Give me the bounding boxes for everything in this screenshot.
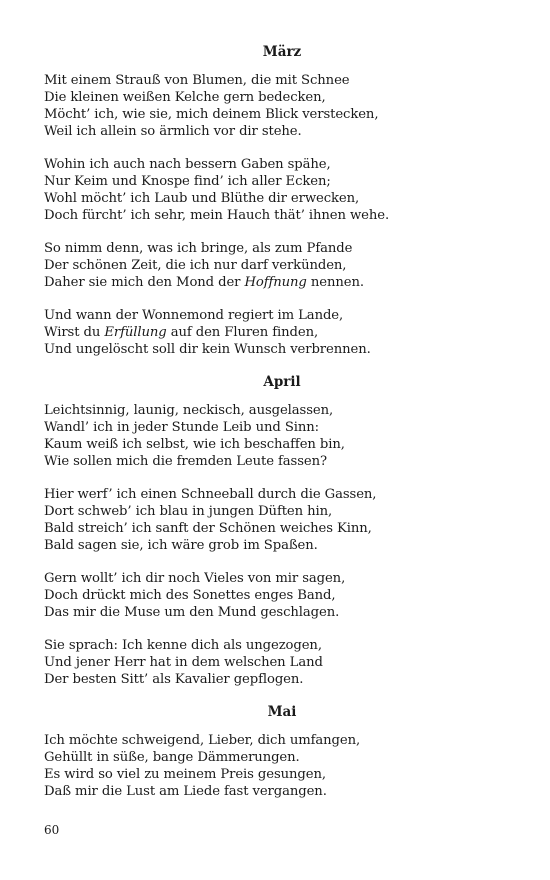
line-text: Wohin ich auch nach bessern Gaben spähe, bbox=[44, 157, 331, 172]
line-text: Der besten Sitt’ als Kavalier gepflogen. bbox=[44, 672, 304, 687]
line-text: Nur Keim und Knospe find’ ich aller Ecken; bbox=[44, 174, 331, 189]
line-text: Es wird so viel zu meinem Preis gesungen, bbox=[44, 767, 326, 782]
line-text: Kaum weiß ich selbst, wie ich beschaffen bin, bbox=[44, 437, 345, 452]
verse-line bbox=[44, 587, 514, 604]
verse-line bbox=[44, 72, 514, 89]
verse-line bbox=[44, 89, 514, 106]
verse-line bbox=[44, 520, 514, 537]
page-number: 60 bbox=[44, 823, 60, 837]
stanza bbox=[44, 637, 514, 688]
verse-line bbox=[44, 604, 514, 621]
line-text: Und jener Herr hat in dem welschen Land bbox=[44, 655, 323, 670]
line-text: Gehüllt in süße, bange Dämmerungen. bbox=[44, 750, 300, 765]
verse-line bbox=[44, 570, 514, 587]
line-text: Mit einem Strauß von Blumen, die mit Schnee bbox=[44, 73, 350, 88]
verse-line bbox=[44, 106, 514, 123]
verse-line bbox=[44, 436, 514, 453]
line-text: Und wann der Wonnemond regiert im Lande, bbox=[44, 308, 344, 323]
stanza bbox=[44, 732, 514, 800]
line-text: auf den Fluren finden, bbox=[166, 325, 319, 340]
line-text: Wohl möcht’ ich Laub und Blüthe dir erwecken, bbox=[44, 191, 360, 206]
line-text: Das mir die Muse um den Mund geschlagen. bbox=[44, 605, 340, 620]
verse-line bbox=[44, 783, 514, 800]
line-text: Dort schweb’ ich blau in jungen Düften hin, bbox=[44, 504, 333, 519]
emphasis-text: Hoffnung bbox=[244, 275, 307, 290]
verse-line bbox=[44, 190, 514, 207]
line-text: Daß mir die Lust am Liede fast vergangen. bbox=[44, 784, 327, 799]
verse-line bbox=[44, 732, 514, 749]
section-title: März bbox=[262, 44, 302, 60]
line-text: Bald sagen sie, ich wäre grob im Spaßen. bbox=[44, 538, 318, 553]
line-text: Möcht’ ich, wie sie, mich deinem Blick verstecken, bbox=[44, 107, 379, 122]
verse-line bbox=[44, 671, 514, 688]
line-text: nennen. bbox=[306, 275, 364, 290]
poem-section bbox=[44, 704, 514, 800]
verse-line bbox=[44, 766, 514, 783]
line-text: Gern wollt’ ich dir noch Vieles von mir sagen, bbox=[44, 571, 346, 586]
line-text: Wirst du bbox=[44, 325, 105, 340]
line-text: Doch fürcht’ ich sehr, mein Hauch thät’ ihnen wehe. bbox=[44, 208, 390, 223]
stanza bbox=[44, 570, 514, 621]
verse-line bbox=[44, 156, 514, 173]
verse-line bbox=[44, 402, 514, 419]
line-text: So nimm denn, was ich bringe, als zum Pfande bbox=[44, 241, 353, 256]
verse-line bbox=[44, 123, 514, 140]
verse-line bbox=[44, 324, 514, 341]
section-title: April bbox=[263, 374, 301, 390]
verse-line bbox=[44, 274, 514, 291]
stanza bbox=[44, 72, 514, 140]
line-text: Leichtsinnig, launig, neckisch, ausgelassen, bbox=[44, 403, 334, 418]
verse-line bbox=[44, 257, 514, 274]
poem-section bbox=[44, 374, 514, 688]
line-text: Die kleinen weißen Kelche gern bedecken, bbox=[44, 90, 326, 105]
line-text: Daher sie mich den Mond der bbox=[44, 275, 245, 290]
verse-line bbox=[44, 637, 514, 654]
verse-line bbox=[44, 419, 514, 436]
line-text: Doch drückt mich des Sonettes enges Band, bbox=[44, 588, 336, 603]
poem-section bbox=[44, 44, 514, 358]
line-text: Der schönen Zeit, die ich nur darf verkünden, bbox=[44, 258, 347, 273]
line-text: Wandl’ ich in jeder Stunde Leib und Sinn: bbox=[44, 420, 320, 435]
line-text: Ich möchte schweigend, Lieber, dich umfangen, bbox=[44, 733, 361, 748]
line-text: Bald streich’ ich sanft der Schönen weiches Kinn, bbox=[44, 521, 372, 536]
line-text: Hier werf’ ich einen Schneeball durch die Gassen, bbox=[44, 487, 377, 502]
verse-line bbox=[44, 486, 514, 503]
verse-line bbox=[44, 341, 514, 358]
line-text: Wie sollen mich die fremden Leute fassen? bbox=[44, 454, 327, 469]
stanza bbox=[44, 240, 514, 291]
verse-line bbox=[44, 654, 514, 671]
line-text: Sie sprach: Ich kenne dich als ungezogen, bbox=[44, 638, 322, 653]
verse-line bbox=[44, 503, 514, 520]
line-text: Weil ich allein so ärmlich vor dir stehe. bbox=[44, 124, 302, 139]
verse-line bbox=[44, 307, 514, 324]
verse-line bbox=[44, 207, 514, 224]
emphasis-text: Erfüllung bbox=[104, 325, 167, 340]
verse-line bbox=[44, 749, 514, 766]
stanza bbox=[44, 402, 514, 470]
stanza bbox=[44, 486, 514, 554]
page-body bbox=[44, 44, 514, 816]
line-text: Und ungelöscht soll dir kein Wunsch verbrennen. bbox=[44, 342, 371, 357]
stanza bbox=[44, 307, 514, 358]
verse-line bbox=[44, 453, 514, 470]
section-title: Mai bbox=[267, 704, 297, 720]
verse-line bbox=[44, 240, 514, 257]
verse-line bbox=[44, 173, 514, 190]
verse-line bbox=[44, 537, 514, 554]
stanza bbox=[44, 156, 514, 224]
